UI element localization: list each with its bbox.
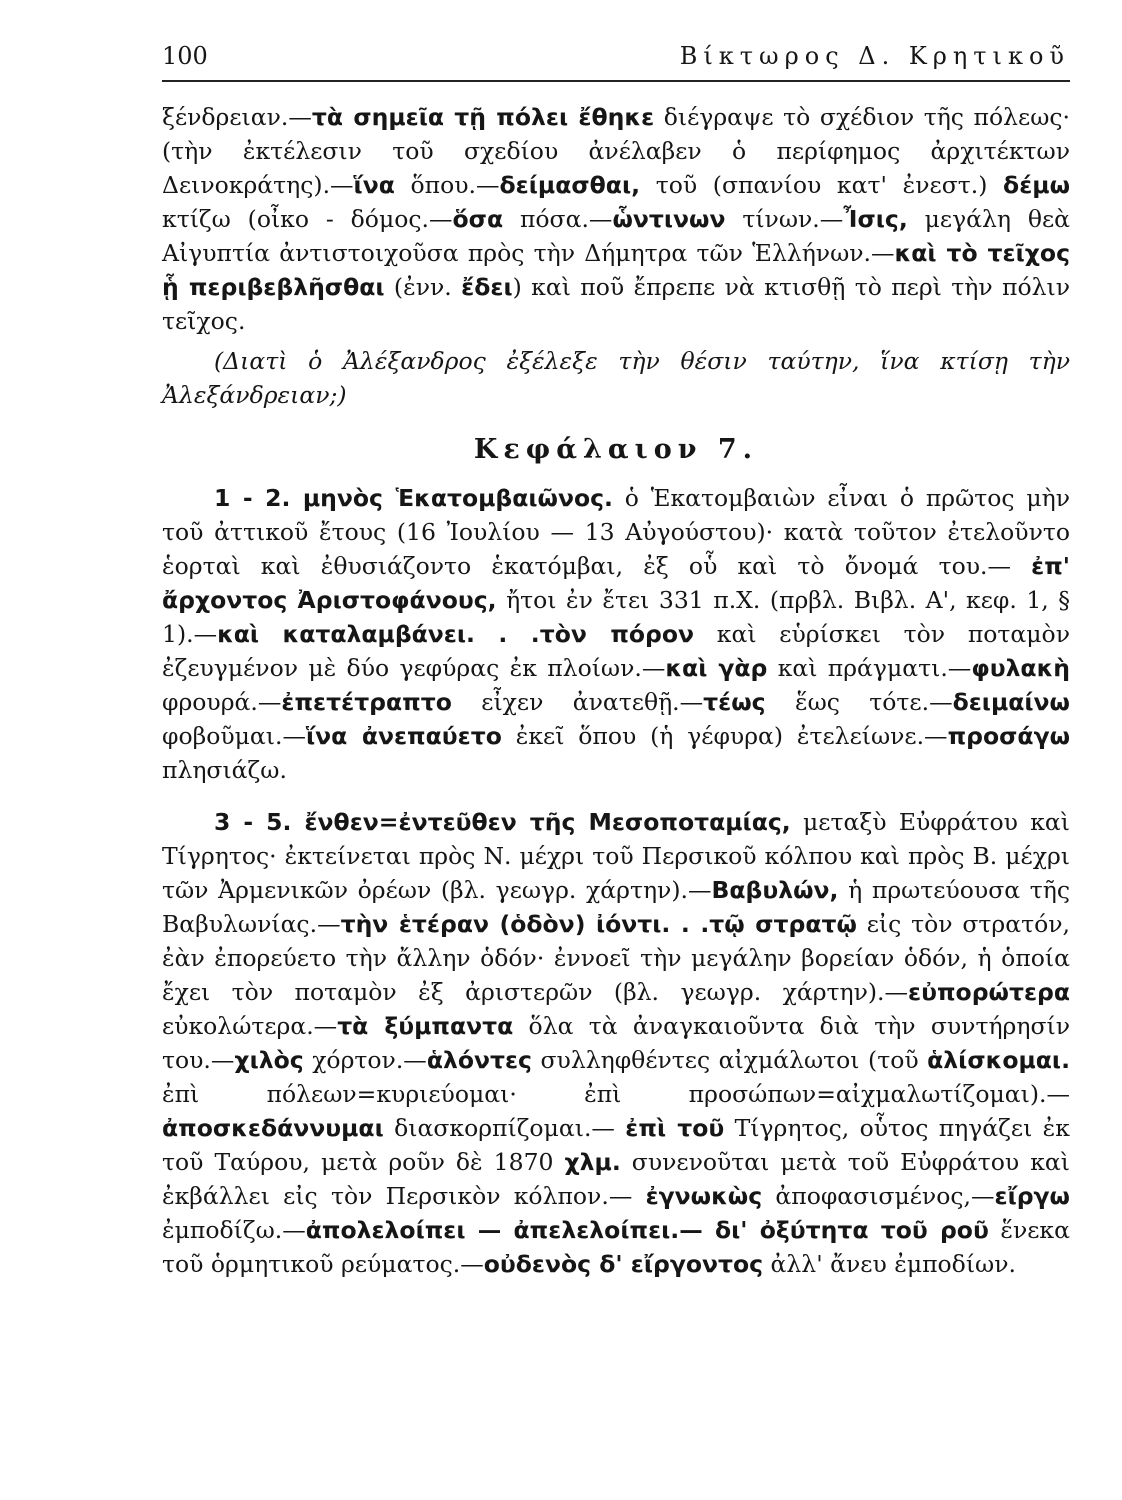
lemma: ἵνα ἀνεπαύετο	[305, 722, 502, 750]
text: φρουρά.—	[162, 688, 282, 716]
lemma: προσάγω	[947, 722, 1070, 750]
lemma: ἵνα	[353, 171, 395, 199]
lemma: τὰ σημεῖα τῇ πόλει ἔθηκε	[311, 103, 655, 131]
lemma: καὶ καταλαμβάνει. . .τὸν πόρον	[217, 620, 695, 648]
paragraph-commentary-continued	[162, 100, 1070, 338]
lemma: εἴργω	[994, 1182, 1070, 1210]
lemma: τὰ ξύμπαντα	[337, 1012, 514, 1040]
text: ἐμποδίζω.—	[162, 1216, 306, 1244]
lemma: ὅσα	[452, 205, 504, 233]
lemma: ἁλόντες	[426, 1046, 532, 1074]
text: πλησιάζω.	[162, 756, 287, 784]
text: ὁ Ἑκατομβαιὼν εἶναι ὁ πρῶτος μὴν τοῦ ἀττικοῦ ἔτους (16 Ἰουλίου — 13 Αὐγούστου)· κατὰ τοῦτον ἐτελοῦντο ἑορταὶ καὶ ἐθυσιάζοντο ἑκατόμβαι, ἐξ οὗ καὶ τὸ ὄνομά του.—	[162, 484, 1070, 580]
text: ἐπὶ πόλεων=κυριεύομαι· ἐπὶ προσώπων=αἰχμαλωτίζομαι).—	[162, 1080, 1070, 1108]
lemma: δείμασθαι,	[499, 171, 641, 199]
lemma: οὐδενὸς δ' εἴργοντος	[483, 1250, 764, 1278]
text: μεγάλη θεὰ Αἰγυπτία ἀντιστοιχοῦσα πρὸς τὴν Δήμητρα τῶν Ἑλλήνων.—	[162, 205, 1071, 267]
lemma: ἀπολελοίπει — ἀπελελοίπει.— δι' ὀξύτητα τοῦ ροῦ	[305, 1216, 989, 1244]
lemma: φυλακὴ	[971, 654, 1071, 682]
lemma: ἐπ' ἄρχοντος Ἀριστοφάνους,	[162, 552, 1070, 614]
text: ἀποφασισμένος,—	[762, 1182, 995, 1210]
paragraph-lines-3-5	[162, 805, 1070, 1281]
text: διέγραψε τὸ σχέδιον τῆς πόλεως· (τὴν ἐκτέλεσιν τοῦ σχεδίου ἀνέλαβεν ὁ περίφημος ἀρχιτέκτων Δεινοκράτης).—	[162, 103, 1070, 199]
text: ὅπου.—	[394, 171, 500, 199]
lemma: δέμω	[1003, 171, 1070, 199]
text: εὐκολώτερα.—	[162, 1012, 338, 1040]
chapter-title: Κεφάλαιον 7.	[473, 434, 759, 465]
text: ὅλα τὰ ἀναγκαιοῦντα διὰ τὴν συντήρησίν του.—	[162, 1012, 1070, 1074]
text: ἕνεκα τοῦ ὁρμητικοῦ ρεύματος.—	[162, 1216, 1070, 1278]
text: καὶ εὑρίσκει τὸν ποταμὸν ἐζευγμένον μὲ δύο γεφύρας ἐκ πλοίων.—	[162, 620, 1070, 682]
text: χόρτον.—	[303, 1046, 427, 1074]
text: συλληφθέντες αἰχμάλωτοι (τοῦ	[532, 1046, 928, 1074]
lemma: χιλὸς	[234, 1046, 304, 1074]
paragraph-lines-1-2	[162, 481, 1070, 787]
lemma: τέως	[703, 688, 766, 716]
text: μεταξὺ Εὐφράτου καὶ Τίγρητος· ἐκτείνεται πρὸς Ν. μέχρι τοῦ Περσικοῦ κόλπου καὶ πρὸς Β. μέχρι τῶν Ἀρμενικῶν ὀρέων (βλ. γεωγρ. χάρτην).—	[162, 808, 1071, 904]
lemma: 1 - 2. μηνὸς Ἑκατομβαιῶνος.	[214, 484, 613, 512]
text: ) καὶ ποῦ ἔπρεπε νὰ κτισθῇ τὸ περὶ τὴν πόλιν τεῖχος.	[162, 273, 1070, 335]
text: ἀλλ' ἄνευ ἐμποδίων.	[763, 1250, 1016, 1278]
lemma: ἔδει	[461, 273, 513, 301]
lemma: καὶ τὸ τεῖχος ᾗ περιβεβλῆσθαι	[162, 239, 1070, 301]
lemma: καὶ γὰρ	[665, 654, 768, 682]
text: ἤτοι ἐν ἔτει 331 π.Χ. (πρβλ. Βιβλ. Α', κεφ. 1, § 1).—	[162, 586, 1070, 648]
lemma: ἐπὶ τοῦ	[625, 1114, 725, 1142]
lemma: δειμαίνω	[952, 688, 1070, 716]
running-title: Βίκτωρος Δ. Κρητικοῦ	[679, 42, 1070, 70]
lemma: Ἶσις,	[843, 205, 908, 233]
running-head	[162, 42, 1070, 82]
text: τοῦ (σπανίου κατ' ἐνεστ.)	[640, 171, 1004, 199]
lemma: ἀποσκεδάννυμαι	[162, 1114, 384, 1142]
text: εἰς τὸν στρατόν, ἐὰν ἐπορεύετο τὴν ἄλλην ὁδόν· ἐννοεῖ τὴν μεγάλην βορείαν ὁδόν, ἡ ὁποία ἔχει τὸν ποταμὸν ἐξ ἀριστερῶν (βλ. γεωγρ. χάρτην).—	[162, 910, 1071, 1006]
text: τίνων.—	[725, 205, 844, 233]
paragraph-gap	[162, 787, 1070, 805]
lemma: ἁλίσκομαι.	[927, 1046, 1070, 1074]
text: ἡ πρωτεύουσα τῆς Βαβυλωνίας.—	[162, 876, 1071, 938]
text: ξένδρειαν.—	[162, 103, 312, 131]
text: κτίζω (οἶκο - δόμος.—	[162, 205, 453, 233]
study-question: (Διατὶ ὁ Ἀλέξανδρος ἐξέλεξε τὴν θέσιν ταύτην, ἵνα κτίσῃ τὴν Ἀλεξάνδρειαν;)	[162, 347, 1070, 409]
lemma: τὴν ἑτέραν (ὁδὸν) ἰόντι. . .τῷ στρατῷ	[340, 910, 857, 938]
text: καὶ πράγματι.—	[767, 654, 972, 682]
lemma: Βαβυλών,	[711, 876, 839, 904]
text: διασκορπίζομαι.—	[383, 1114, 626, 1142]
text: ἕως τότε.—	[765, 688, 953, 716]
page-number: 100	[162, 42, 208, 70]
text: (ἐνν.	[384, 273, 462, 301]
lemma: χλμ.	[564, 1148, 621, 1176]
text: πόσα.—	[503, 205, 613, 233]
lemma: ἐπετέτραπτο	[281, 688, 452, 716]
text: εἶχεν ἀνατεθῇ.—	[451, 688, 704, 716]
lemma: ἐγνωκὼς	[645, 1182, 763, 1210]
lemma: ὧντινων	[612, 205, 726, 233]
text: ἐκεῖ ὅπου (ἡ γέφυρα) ἐτελείωνε.—	[501, 722, 948, 750]
lemma: 3 - 5. ἔνθεν=ἐντεῦθεν τῆς Μεσοποταμίας,	[214, 808, 791, 836]
lemma: εὐπορώτερα	[908, 978, 1070, 1006]
text: συνενοῦται μετὰ τοῦ Εὐφράτου καὶ ἐκβάλλει εἰς τὸν Περσικὸν κόλπον.—	[162, 1148, 1070, 1210]
text: Τίγρητος, οὗτος πηγάζει ἐκ τοῦ Ταύρου, μετὰ ροῦν δὲ 1870	[162, 1114, 1070, 1176]
text: φοβοῦμαι.—	[162, 722, 306, 750]
